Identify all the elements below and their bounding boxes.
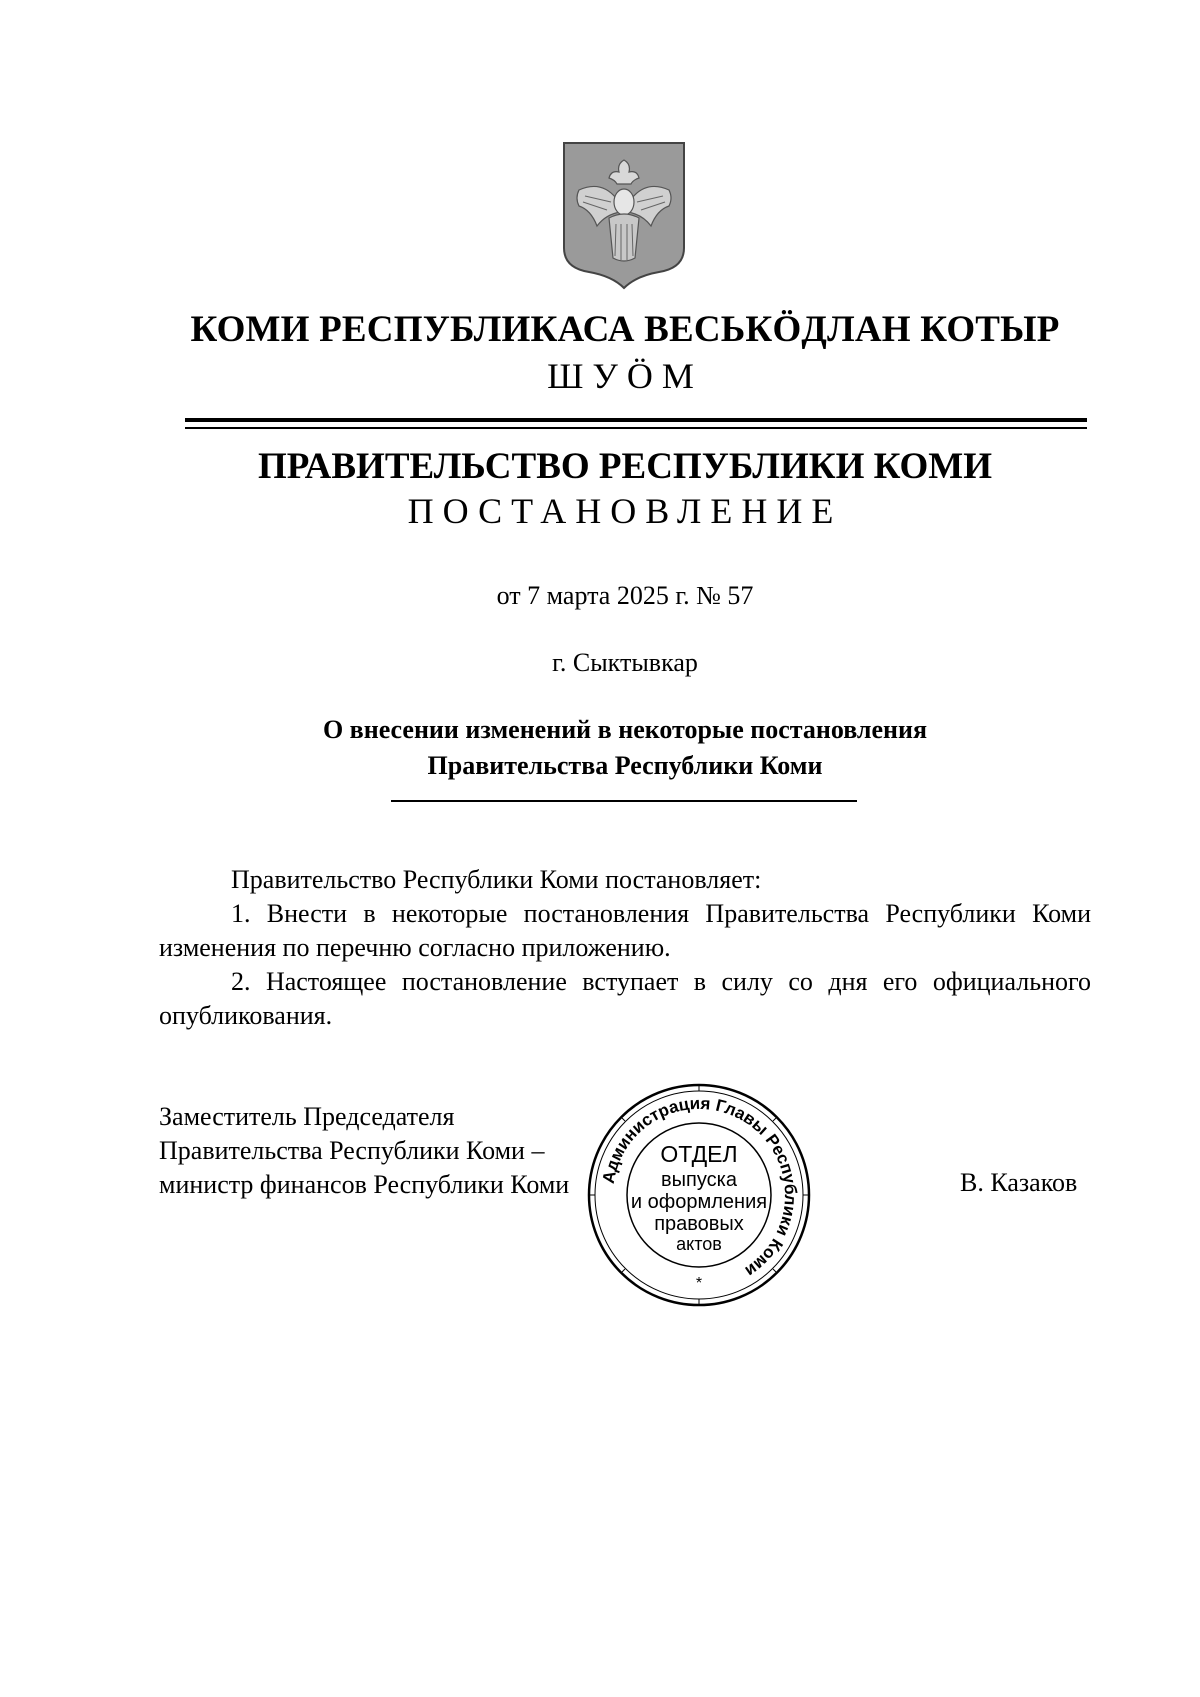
komi-doc-type: ШУӦМ xyxy=(547,356,703,396)
doc-body xyxy=(159,863,1091,1033)
body-preamble: Правительство Республики Коми постановляет: xyxy=(231,865,762,894)
body-item-1: 1. Внести в некоторые постановления Правительства Республики Коми изменения по перечню согласно приложению. xyxy=(159,899,1091,962)
signer-position-line-2: Правительства Республики Коми – xyxy=(159,1136,545,1165)
body-item-2: 2. Настоящее постановление вступает в силу со дня его официального опубликования. xyxy=(159,967,1091,1030)
stamp-center-line-1: ОТДЕЛ xyxy=(660,1141,738,1167)
stamp-center-line-4: правовых xyxy=(654,1213,744,1235)
header-divider-thick xyxy=(185,418,1087,422)
stamp-ring-text: Администрация Главы Республики Коми xyxy=(598,1093,801,1281)
coat-of-arms-icon xyxy=(561,140,687,290)
official-stamp xyxy=(586,1082,812,1308)
signer-name: В. Казаков xyxy=(960,1168,1078,1197)
stamp-star-mark: * xyxy=(695,1275,703,1292)
signer-position-line-3: министр финансов Республики Коми xyxy=(159,1170,570,1199)
stamp-center-line-3: и оформления xyxy=(630,1191,768,1213)
signer-position xyxy=(159,1100,569,1202)
subject-line-1: О внесении изменений в некоторые постановления xyxy=(322,715,928,744)
gov-org-title: ПРАВИТЕЛЬСТВО РЕСПУБЛИКИ КОМИ xyxy=(258,446,992,487)
header-divider-thin xyxy=(185,427,1087,429)
subject-underline xyxy=(391,800,857,802)
doc-date-number: от 7 марта 2025 г. № 57 xyxy=(496,581,754,610)
stamp-center-line-5: актов xyxy=(676,1234,722,1254)
signer-position-line-1: Заместитель Председателя xyxy=(159,1102,455,1131)
stamp-center-line-2: выпуска xyxy=(661,1169,737,1191)
doc-city: г. Сыктывкар xyxy=(552,648,698,677)
komi-org-title: КОМИ РЕСПУБЛИКАСА ВЕСЬКӦДЛАН КОТЫР xyxy=(190,309,1060,350)
subject-line-2: Правительства Республики Коми xyxy=(427,751,823,780)
doc-subject xyxy=(0,712,1200,784)
doc-type-title: ПОСТАНОВЛЕНИЕ xyxy=(407,491,843,531)
